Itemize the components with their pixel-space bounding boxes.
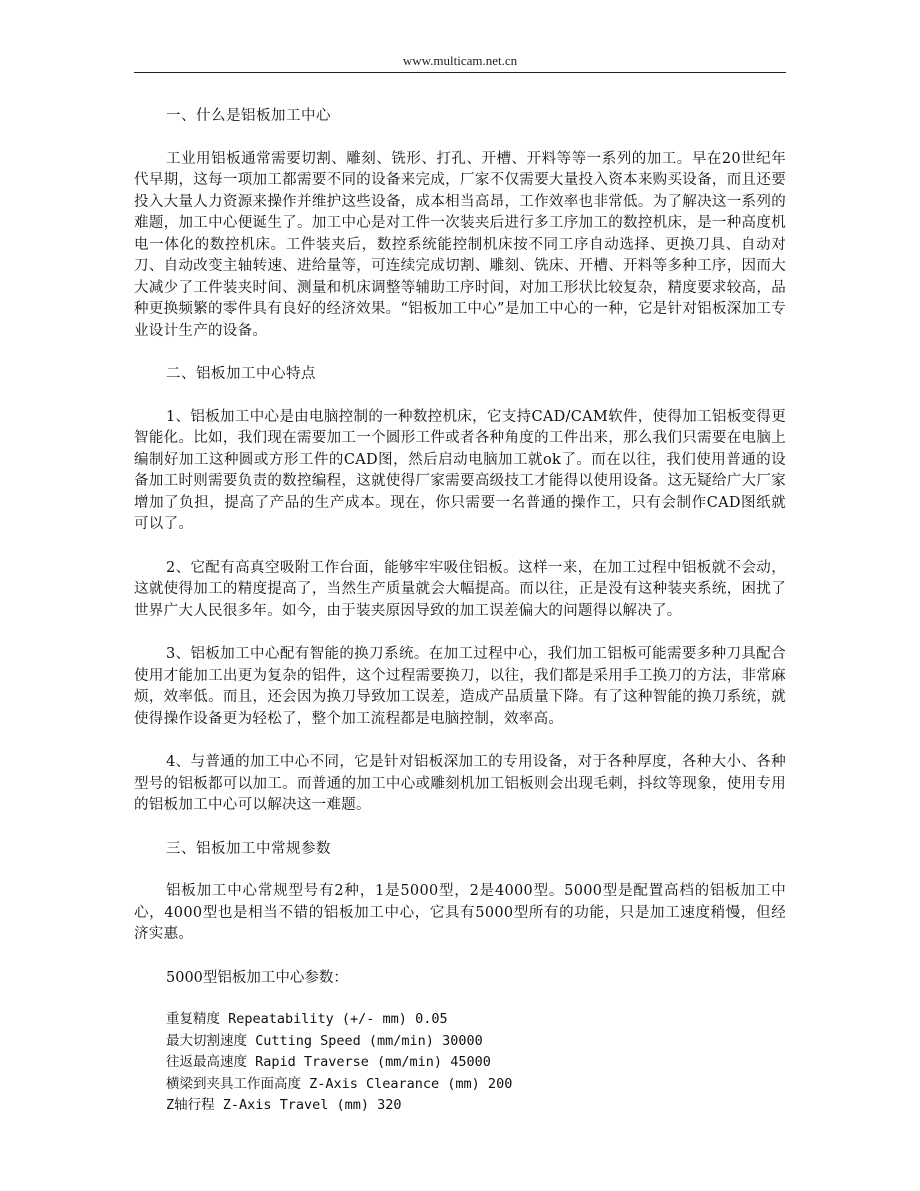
spec-item: 重复精度 Repeatability (+/- mm) 0.05 bbox=[166, 1011, 448, 1027]
section-heading-3: 三、铝板加工中常规参数 bbox=[166, 840, 331, 857]
spec-intro: 5000型铝板加工中心参数： bbox=[166, 969, 348, 986]
header-url: www.multicam.net.cn bbox=[402, 53, 518, 68]
paragraph: 2、它配有高真空吸附工作台面，能够牢牢吸住铝板。这样一来，在加工过程中铝板就不会动，这就使得加工的精度提高了，当然生产质量就会大幅提高。而以往，正是没有这种装夹系统，困扰了世界广大人民很多年。如今，由于装夹原因导致的加工误差偏大的问题得以解决了。 bbox=[134, 559, 786, 619]
paragraph: 3、铝板加工中心配有智能的换刀系统。在加工过程中心，我们加工铝板可能需要多种刀具配合使用才能加工出更为复杂的铝件，这个过程需要换刀，以往，我们都是采用手工换刀的方法，非常麻烦，效率低。而且，还会因为换刀导致加工误差，造成产品质量下降。有了这种智能的换刀系统，就使得操作设备更为轻松了，整个加工流程都是电脑控制，效率高。 bbox=[134, 646, 786, 727]
paragraph: 4、与普通的加工中心不同，它是针对铝板深加工的专用设备，对于各种厚度，各种大小、各种型号的铝板都可以加工。而普通的加工中心或雕刻机加工铝板则会出现毛刺，抖纹等现象，使用专用的铝板加工中心可以解决这一难题。 bbox=[134, 754, 786, 813]
spec-item: 往返最高速度 Rapid Traverse (mm/min) 45000 bbox=[166, 1054, 491, 1070]
paragraph: 1、铝板加工中心是由电脑控制的一种数控机床，它支持CAD/CAM软件，使得加工铝板变得更智能化。比如，我们现在需要加工一个圆形工件或者各种角度的工件出来，那么我们只需要在电脑上编制好加工这种圆或方形工件的CAD图，然后启动电脑加工就ok了。而在以往，我们使用普通的设备加工时则需要负责的数控编程，这就使得厂家需要高级技工才能得以使用设备。这无疑给广大厂家增加了负担，提高了产品的生产成本。现在，你只需要一名普通的操作工，只有会制作CAD图纸就可以了。 bbox=[134, 408, 786, 532]
document-body bbox=[134, 106, 786, 1117]
spec-list bbox=[166, 1009, 786, 1117]
paragraph: 铝板加工中心常规型号有2种，1是5000型，2是4000型。5000型是配置高档的铝板加工中心，4000型也是相当不错的铝板加工中心，它具有5000型所有的功能，只是加工速度稍慢，但经济实惠。 bbox=[134, 883, 786, 942]
spec-item: 最大切割速度 Cutting Speed (mm/min) 30000 bbox=[166, 1032, 483, 1049]
section-heading-1: 一、什么是铝板加工中心 bbox=[166, 108, 331, 124]
paragraph: 工业用铝板通常需要切割、雕刻、铣形、打孔、开槽、开料等等一系列的加工。早在20世纪年代早期，这每一项加工都需要不同的设备来完成，厂家不仅需要大量投入资本来购买设备，而且还要投入大量人力资源来操作并维护这些设备，成本相当高昂，工作效率也非常低。为了解决这一系列的难题，加工中心便诞生了。加工中心是对工件一次装夹后进行多工序加工的数控机床，是一种高度机电一体化的数控机床。工件装夹后，数控系统能控制机床按不同工序自动选择、更换刀具、自动对刀、自动改变主轴转速、进给量等，可连续完成切割、雕刻、铣床、开槽、开料等多种工序，因而大大减少了工件装夹时间、测量和机床调整等辅助工序时间，对加工形状比较复杂，精度要求较高，品种更换频繁的零件具有良好的经济效果。“铝板加工中心”是加工中心的一种，它是针对铝板深加工专业设计生产的设备。 bbox=[134, 150, 786, 339]
spec-item: 横梁到夹具工作面高度 Z-Axis Clearance (mm) 200 bbox=[166, 1075, 513, 1092]
spec-item: Z轴行程 Z-Axis Travel (mm) 320 bbox=[166, 1097, 402, 1113]
section-heading-2: 二、铝板加工中心特点 bbox=[166, 366, 316, 382]
page-header bbox=[134, 52, 786, 73]
